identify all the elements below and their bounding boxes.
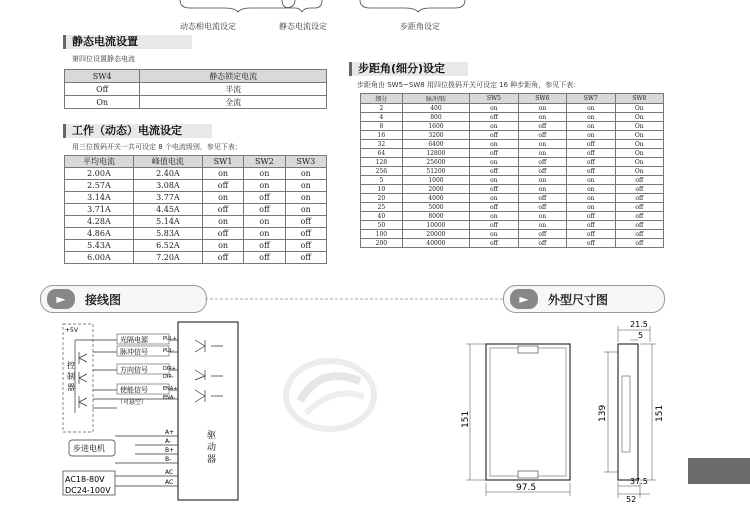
front-view-body [486,344,570,480]
side-inner-dim: 139 [598,404,608,422]
power-dc-label: DC24-100V [65,486,111,495]
divider-line [205,297,505,301]
page-tab [688,458,750,484]
table-cell: 256 [361,167,403,176]
table-cell: 51200 [402,167,469,176]
table-cell: off [470,131,518,140]
table-cell: on [470,104,518,113]
power-ac-label: AC18-80V [65,475,105,484]
table-cell: off [470,113,518,122]
dynamic-current-table [64,155,327,264]
driver-char-2: 动 [207,443,217,453]
table-row [65,168,327,180]
table-cell: on [518,140,566,149]
enable-note: （可悬空） [117,399,148,406]
table-cell: on [285,192,326,204]
table-cell: on [518,104,566,113]
table-row [361,149,664,158]
dimension-drawings [460,318,670,506]
table-cell: 12800 [402,149,469,158]
table-row [65,204,327,216]
top-braces [150,0,470,14]
pin-dir-minus: DIR- [163,374,174,380]
table-cell: off [567,230,615,239]
table-cell: 3.77A [133,192,202,204]
table-cell: On [65,96,140,109]
wiring-heading: 接线图 [85,293,122,307]
table-cell: 64 [361,149,403,158]
table-cell: off [567,239,615,248]
table-row [361,158,664,167]
dimensions-heading: 外型尺寸图 [548,293,609,307]
signal-enable: 使能信号 [120,386,148,394]
table-row [361,122,664,131]
pin-ena-minus: ENA- [163,395,176,401]
driver-char-1: 驱 [207,431,217,441]
table-cell: off [567,221,615,230]
table-cell: off [518,239,566,248]
table-row [361,104,664,113]
table-header: 平均电流 [65,156,134,168]
table-cell: on [470,230,518,239]
table-cell: off [615,185,663,194]
table-cell: off [615,221,663,230]
table-row [361,176,664,185]
table-cell: off [202,252,243,264]
table-cell: on [202,192,243,204]
table-cell: 32 [361,140,403,149]
table-cell: On [615,140,663,149]
table-cell: on [244,168,285,180]
table-cell: 100 [361,230,403,239]
table-cell: on [470,176,518,185]
table-cell: on [470,122,518,131]
table-cell: on [470,140,518,149]
table-cell: off [285,228,326,240]
signal-direction: 方向信号 [120,366,148,374]
table-header: SW6 [518,94,566,104]
table-cell: on [470,158,518,167]
table-cell: off [244,192,285,204]
table-cell: on [567,194,615,203]
static-current-note: 第四位设置静态电流 [72,55,135,63]
vplus-label: +5V [65,327,78,334]
table-header: 峰值电流 [133,156,202,168]
table-cell: 2 [361,104,403,113]
table-cell: 2.40A [133,168,202,180]
table-row [361,140,664,149]
table-header: SW4 [65,70,140,83]
step-angle-heading: 步距角(细分)设定 [349,62,468,76]
table-header: SW2 [244,156,285,168]
table-header: SW1 [202,156,243,168]
step-angle-table [360,93,664,248]
static-current-heading: 静态电流设置 [63,35,192,49]
table-cell: 1600 [402,122,469,131]
table-cell: on [470,212,518,221]
table-cell: on [567,185,615,194]
front-height-label: 151 [461,410,471,428]
signal-power: 光隔电源 [120,336,148,344]
table-header: SW8 [615,94,663,104]
table-row [361,230,664,239]
table-cell: off [615,230,663,239]
driver-char-3: 器 [207,455,217,465]
table-cell: 1000 [402,176,469,185]
table-row [361,113,664,122]
brace-static [282,0,322,12]
front-width-label: 97.5 [516,483,537,493]
caption-step-angle: 步距角设定 [400,22,440,31]
table-row [65,252,327,264]
table-cell: 5.14A [133,216,202,228]
table-cell: on [518,221,566,230]
table-cell: 5000 [402,203,469,212]
table-cell: off [244,204,285,216]
table-cell: off [615,212,663,221]
table-cell: 5.83A [133,228,202,240]
table-cell: 2.57A [65,180,134,192]
motor-pin-b-plus: B+ [165,447,175,454]
table-cell: off [470,185,518,194]
table-cell: On [615,122,663,131]
table-cell: off [244,240,285,252]
side-height-dim: 151 [655,404,665,422]
table-row [65,240,327,252]
table-cell: off [470,239,518,248]
table-cell: on [285,180,326,192]
brace-step [360,0,465,12]
motor-label: 步进电机 [73,444,105,453]
table-cell: 4.28A [65,216,134,228]
table-row [361,203,664,212]
table-cell: off [470,149,518,158]
table-cell: 40000 [402,239,469,248]
table-cell: 4 [361,113,403,122]
table-cell: off [518,203,566,212]
table-cell: off [567,149,615,158]
table-header: SW3 [285,156,326,168]
table-cell: On [615,131,663,140]
table-cell: 4.86A [65,228,134,240]
table-cell: off [615,239,663,248]
table-header: 细分 [361,94,403,104]
motor-pin-a-plus: A+ [165,429,175,436]
controller-char-3: 器 [67,383,75,392]
table-cell: 3.08A [133,180,202,192]
table-cell: 8000 [402,212,469,221]
pin-ena-plus: ENA+ [163,386,178,392]
table-row [361,221,664,230]
side-top-dim-1: 21.5 [630,320,648,329]
table-cell: On [615,104,663,113]
driver-box [178,322,238,500]
table-cell: off [567,212,615,221]
table-cell: 40 [361,212,403,221]
table-cell: On [615,113,663,122]
table-row [65,228,327,240]
caption-static-current: 静态电流设定 [279,22,327,31]
table-row [361,131,664,140]
table-cell: off [202,180,243,192]
pin-dir-plus: DIR+ [163,366,176,372]
table-row [361,185,664,194]
table-row [361,212,664,221]
table-cell: 5.43A [65,240,134,252]
brace-dynamic [180,0,295,12]
table-cell: on [285,168,326,180]
table-row [65,216,327,228]
table-cell: off [567,158,615,167]
table-cell: on [518,113,566,122]
table-cell: off [615,203,663,212]
controller-char-2: 制 [67,372,75,381]
table-cell: on [518,176,566,185]
table-cell: on [244,228,285,240]
table-cell: 2000 [402,185,469,194]
table-cell: off [202,204,243,216]
controller-char-1: 控 [67,361,75,370]
table-cell: 20 [361,194,403,203]
dynamic-current-heading: 工作（动态）电流设定 [63,124,212,138]
table-cell: 7.20A [133,252,202,264]
table-cell: off [518,131,566,140]
table-cell: on [202,216,243,228]
table-cell: on [518,185,566,194]
arrow-icon: ► [47,289,75,309]
table-cell: 10 [361,185,403,194]
table-cell: off [518,194,566,203]
table-cell: off [470,203,518,212]
table-cell: On [615,158,663,167]
table-cell: 6400 [402,140,469,149]
table-cell: off [285,240,326,252]
table-cell: 16 [361,131,403,140]
table-cell: On [615,167,663,176]
table-cell: off [567,140,615,149]
table-header: 脉冲/转 [402,94,469,104]
caption-dynamic-current: 动态相电流设定 [180,22,236,31]
table-cell: 4000 [402,194,469,203]
table-cell: off [518,122,566,131]
motor-pin-b-minus: B- [165,456,172,463]
motor-pin-a-minus: A- [165,438,172,445]
table-header: SW5 [470,94,518,104]
table-cell: On [615,149,663,158]
table-cell: 800 [402,113,469,122]
table-cell: 50 [361,221,403,230]
side-bottom-dim-1: 37.5 [630,477,648,486]
table-cell: 3.14A [65,192,134,204]
table-cell: on [285,204,326,216]
table-cell: on [244,180,285,192]
table-cell: off [518,158,566,167]
ac-pin-2: AC [165,479,174,486]
table-cell: on [567,203,615,212]
arrow-icon: ► [510,289,538,309]
table-cell: 400 [402,104,469,113]
table-cell: Off [65,83,140,96]
table-cell: off [615,194,663,203]
table-cell: off [202,228,243,240]
table-cell: 3.71A [65,204,134,216]
signal-pulse: 脉冲信号 [120,348,148,356]
side-top-dim-2: 5 [638,331,644,340]
table-cell: on [244,216,285,228]
ac-pin-1: AC [165,469,174,476]
table-row [65,180,327,192]
dimensions-heading-pill [503,285,665,313]
side-view-body [618,344,638,480]
table-cell: on [202,240,243,252]
table-cell: 128 [361,158,403,167]
wiring-heading-pill [40,285,207,313]
table-row [361,239,664,248]
table-cell: 200 [361,239,403,248]
table-cell: on [518,212,566,221]
table-cell: 8 [361,122,403,131]
table-cell: off [615,176,663,185]
table-cell: 全流 [140,96,327,109]
table-row [65,192,327,204]
table-cell: on [470,194,518,203]
table-cell: off [518,167,566,176]
pin-pul-minus: PUL- [163,348,175,354]
wiring-diagram [55,318,255,503]
table-header: SW7 [567,94,615,104]
table-cell: on [567,122,615,131]
table-cell: 半流 [140,83,327,96]
table-cell: off [285,252,326,264]
table-cell: on [518,149,566,158]
table-cell: 25600 [402,158,469,167]
table-cell: on [202,168,243,180]
table-cell: on [567,176,615,185]
static-current-table [64,69,327,109]
table-cell: on [567,113,615,122]
dynamic-current-note: 用三位拨码开关一共可设定 8 个电流级别，参见下表： [72,143,242,151]
step-angle-note: 步距角由 SW5~SW8 用四位拨码开关可设定 16 种步距角，参见下表： [357,81,581,89]
table-cell: off [470,221,518,230]
side-bottom-dim-2: 52 [626,495,637,504]
table-row [361,194,664,203]
table-cell: 2.00A [65,168,134,180]
watermark-logo [280,355,380,435]
table-cell: 6.00A [65,252,134,264]
table-cell: 5 [361,176,403,185]
table-cell: 25 [361,203,403,212]
table-header: 静态锁定电流 [140,70,327,83]
table-cell: 10000 [402,221,469,230]
table-cell: off [567,167,615,176]
table-cell: off [518,230,566,239]
table-cell: 20000 [402,230,469,239]
table-cell: on [567,104,615,113]
table-row [361,167,664,176]
table-cell: off [285,216,326,228]
table-cell: 3200 [402,131,469,140]
pin-pul-plus: PUL+ [163,336,177,342]
table-cell: 4.45A [133,204,202,216]
table-cell: off [470,167,518,176]
table-cell: 6.52A [133,240,202,252]
table-cell: on [567,131,615,140]
table-cell: off [244,252,285,264]
